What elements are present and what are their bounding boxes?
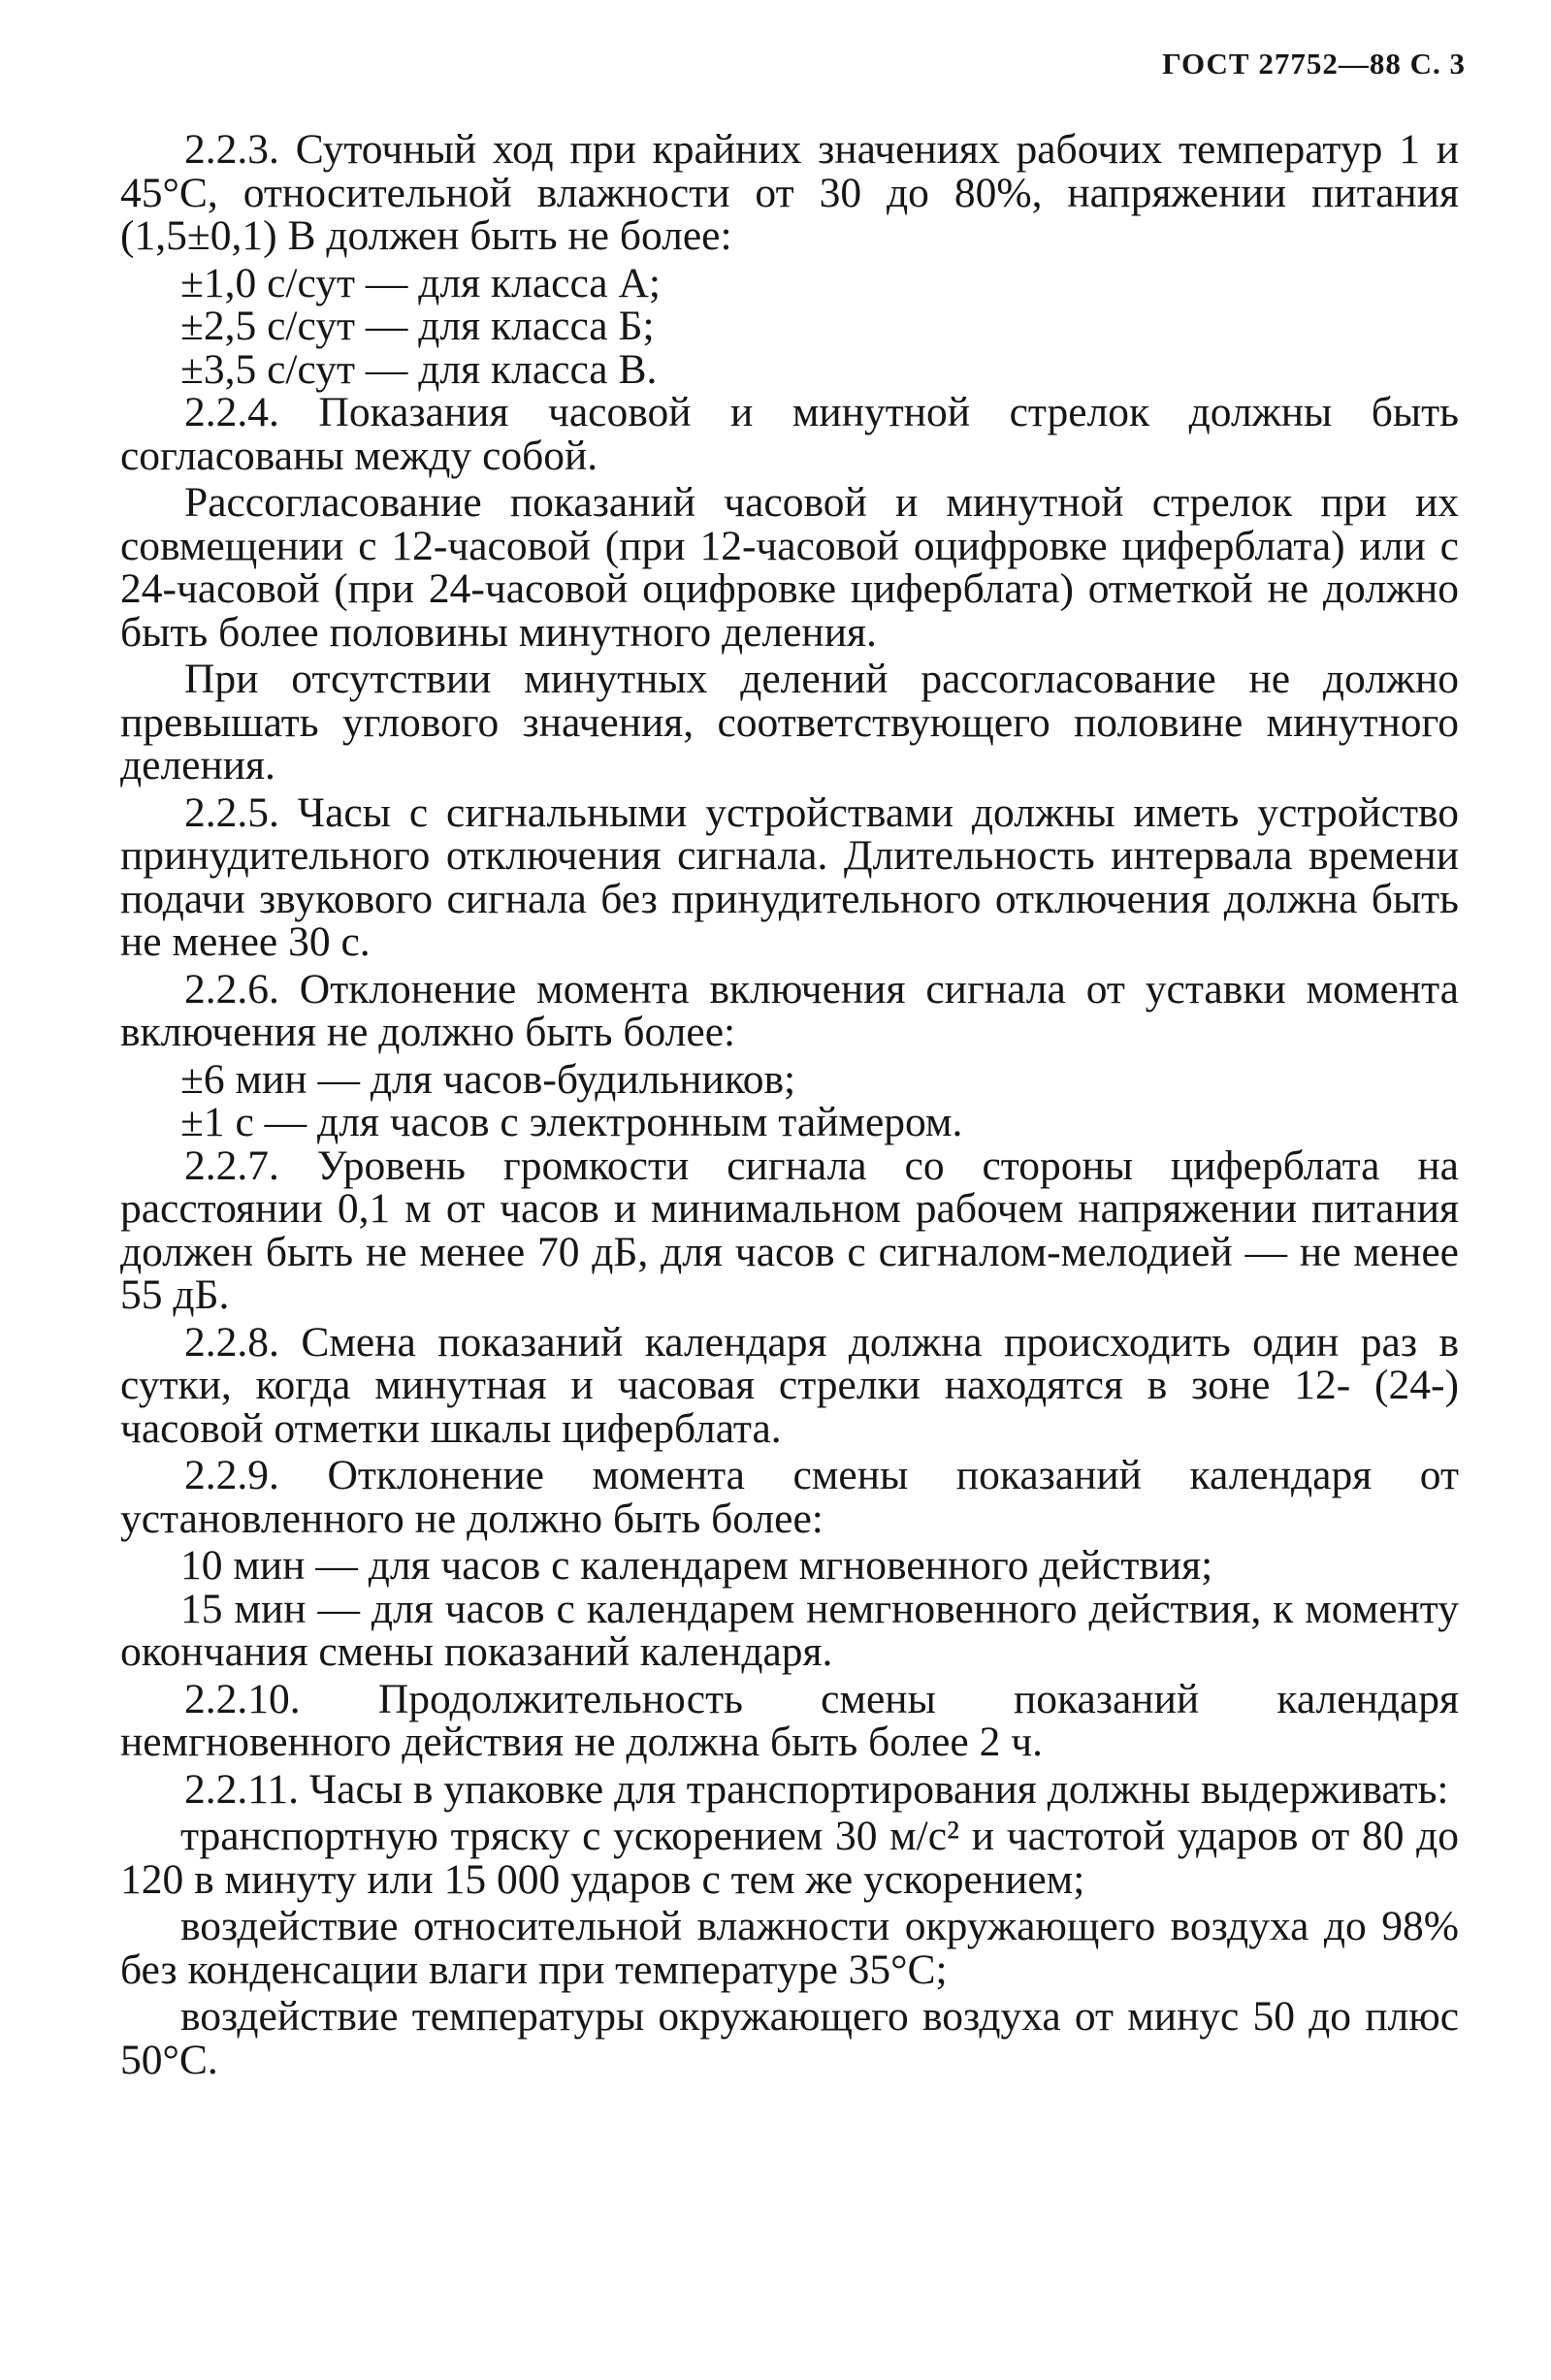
clause-2-2-5: 2.2.5. Часы с сигнальными устройствами должны иметь устройство принудительного отключения сигнала. Длительность интервала времени подачи звукового сигнала без принудительного отключения должна быть не менее 30 с. [120,788,1459,965]
tolerance-class-b: ±2,5 с/сут — для класса Б; [180,303,655,349]
document-body [120,128,1459,2085]
calendar-instant: 10 мин — для часов с календарем мгновенного действия; [180,1542,1213,1589]
deviation-alarm-clocks: ±6 мин — для часов-будильников; [180,1055,796,1103]
clause-2-2-11: 2.2.11. Часы в упаковке для транспортирования должны выдерживать: [184,1765,1449,1813]
clause-2-2-6: 2.2.6. Отклонение момента включения сигнала от уставки момента включения не должно быть более: [120,965,1459,1055]
clause-2-2-4-mismatch: Рассогласование показаний часовой и минутной стрелок при их совмещении с 12-часовой (при 12-часовой оцифровке циферблата) или с 24-часовой (при 24-часовой оцифровке циферблата) отметкой не должно быть более половины минутного деления. [120,479,1459,656]
clause-2-2-4: 2.2.4. Показания часовой и минутной стрелок должны быть согласованы между собой. [120,389,1459,479]
clause-2-2-3: 2.2.3. Суточный ход при крайних значениях рабочих температур 1 и 45°С, относительной влажности от 30 до 80%, напряжении питания (1,5±0,1) В должен быть не более: [120,126,1459,259]
clause-2-2-9: 2.2.9. Отклонение момента смены показаний календаря от установленного не должно быть более: [120,1452,1459,1542]
temperature-exposure: воздействие температуры окружающего воздуха от минус 50 до плюс 50°С. [120,1993,1459,2083]
clause-2-2-4-no-divisions: При отсутствии минутных делений рассогласование не должно превышать углового значения, соответствующего половине минутного деления. [120,656,1459,788]
tolerance-class-v: ±3,5 с/сут — для класса В. [180,345,658,393]
transport-shaking: транспортную тряску с ускорением 30 м/с² и частотой ударов от 80 до 120 в минуту или 15 000 ударов с тем же ускорением; [120,1813,1459,1903]
clause-2-2-7: 2.2.7. Уровень громкости сигнала со стороны циферблата на расстоянии 0,1 м от часов и минимальном рабочем напряжении питания должен быть не менее 70 дБ, для часов с сигналом-мелодией — не менее 55 дБ. [120,1142,1459,1318]
humidity-exposure: воздействие относительной влажности окружающего воздуха до 98% без конденсации влаги при температуре 35°С; [120,1903,1459,1993]
tolerance-class-a: ±1,0 с/сут — для класса А; [180,259,661,306]
clause-2-2-10: 2.2.10. Продолжительность смены показаний календаря немгновенного действия не должна быть более 2 ч. [120,1675,1459,1765]
deviation-electronic-timer: ±1 с — для часов с электронным таймером. [180,1099,963,1145]
calendar-non-instant: 15 мин — для часов с календарем немгновенного действия, к моменту окончания смены показаний календаря. [120,1585,1459,1675]
running-header: ГОСТ 27752—88 С. 3 [1162,47,1466,80]
clause-2-2-8: 2.2.8. Смена показаний календаря должна происходить один раз в сутки, когда минутная и часовая стрелки находятся в зоне 12- (24-) часовой отметки шкалы циферблата. [120,1318,1459,1452]
